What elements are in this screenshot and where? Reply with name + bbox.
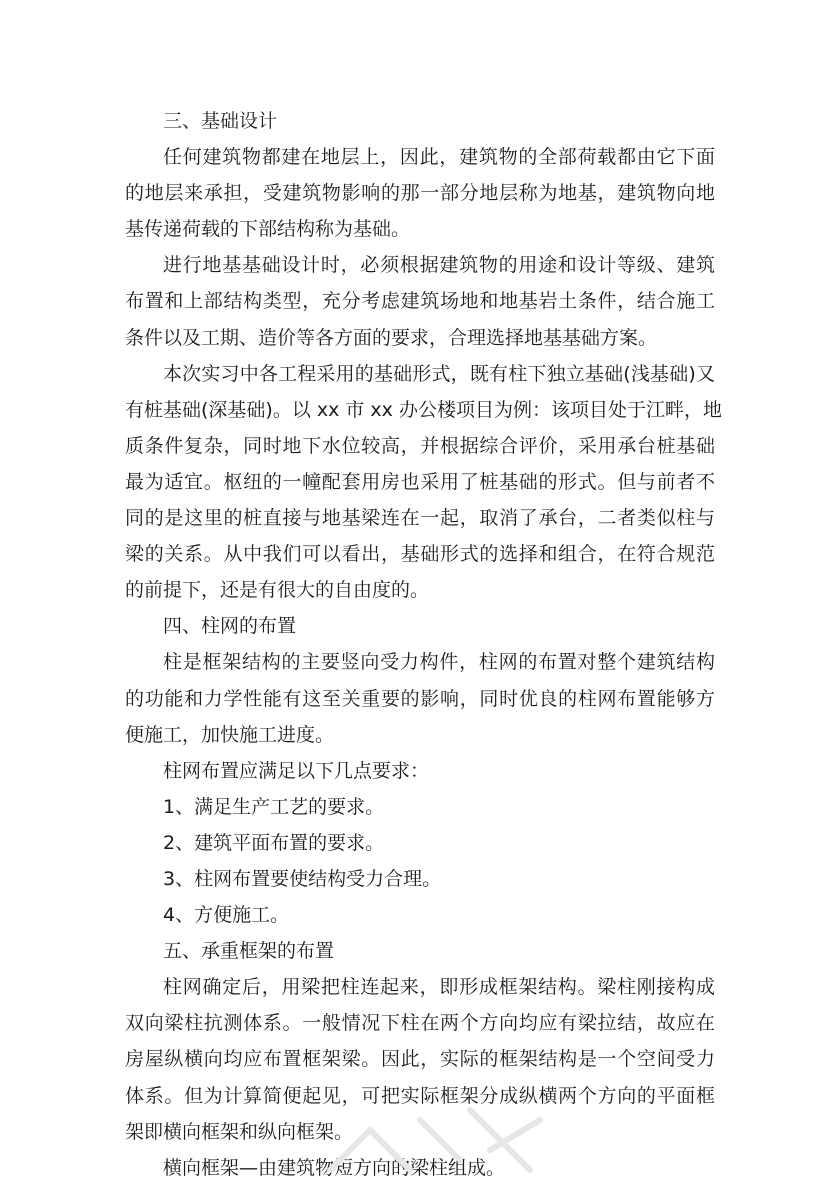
section-heading-column-grid: 四、柱网的布置 [163,615,297,638]
list-item: 4、方便施工。 [163,904,290,927]
paragraph-line: 柱网确定后，用梁把柱连起来，即形成框架结构。梁柱刚接构成 [163,976,715,999]
paragraph-line: 同的是这里的桩直接与地基梁连在一起，取消了承台，二者类似柱与 [125,507,715,530]
list-item: 3、柱网布置要使结构受力合理。 [163,867,442,890]
section-heading-frame: 五、承重框架的布置 [163,940,335,963]
paragraph-line: 架即横向框架和纵向框架。 [125,1120,354,1143]
list-item: 2、建筑平面布置的要求。 [163,831,385,854]
paragraph-line: 的功能和力学性能有这至关重要的影响，同时优良的柱网布置能够方 [125,687,715,710]
paragraph-line: 本次实习中各工程采用的基础形式，既有柱下独立基础(浅基础)又 [163,362,715,385]
paragraph-line: 的前提下，还是有很大的自由度的。 [125,579,430,602]
list-item: 1、满足生产工艺的要求。 [163,795,385,818]
paragraph-line: 最为适宜。枢纽的一幢配套用房也采用了桩基础的形式。但与前者不 [125,470,715,493]
paragraph-line: 任何建筑物都建在地层上，因此，建筑物的全部荷载都由它下面 [163,146,715,169]
document-body [125,103,722,1186]
paragraph-line: 便施工，加快施工进度。 [125,723,335,746]
paragraph-line: 体系。但为计算简便起见，可把实际框架分成纵横两个方向的平面框 [125,1084,715,1107]
paragraph-line: 布置和上部结构类型，充分考虑建筑场地和地基岩土条件，结合施工 [125,290,715,313]
paragraph-line: 双向梁柱抗测体系。一般情况下柱在两个方向均应有梁拉结，故应在 [125,1012,715,1035]
paragraph-line: 质条件复杂，同时地下水位较高，并根据综合评价，采用承台桩基础 [125,434,715,457]
paragraph-line: 梁的关系。从中我们可以看出，基础形式的选择和组合，在符合规范 [125,543,715,566]
paragraph-line: 有桩基础(深基础)。以 xx 市 xx 办公楼项目为例：该项目处于江畔，地 [125,398,722,421]
paragraph-line: 房屋纵横向均应布置框架梁。因此，实际的框架结构是一个空间受力 [125,1048,715,1071]
paragraph-line: 基传递荷载的下部结构称为基础。 [125,218,411,241]
paragraph-line: 柱网布置应满足以下几点要求： [163,759,430,782]
paragraph-line: 条件以及工期、造价等各方面的要求，合理选择地基基础方案。 [125,326,658,349]
paragraph-line: 的地层来承担，受建筑物影响的那一部分地层称为地基，建筑物向地 [125,182,715,205]
paragraph-line: 横向框架—由建筑物短方向的梁柱组成。 [163,1156,506,1179]
section-heading-foundation: 三、基础设计 [163,110,278,132]
paragraph-line: 柱是框架结构的主要竖向受力构件，柱网的布置对整个建筑结构 [163,651,715,674]
paragraph-line: 进行地基基础设计时，必须根据建筑物的用途和设计等级、建筑 [163,254,715,277]
